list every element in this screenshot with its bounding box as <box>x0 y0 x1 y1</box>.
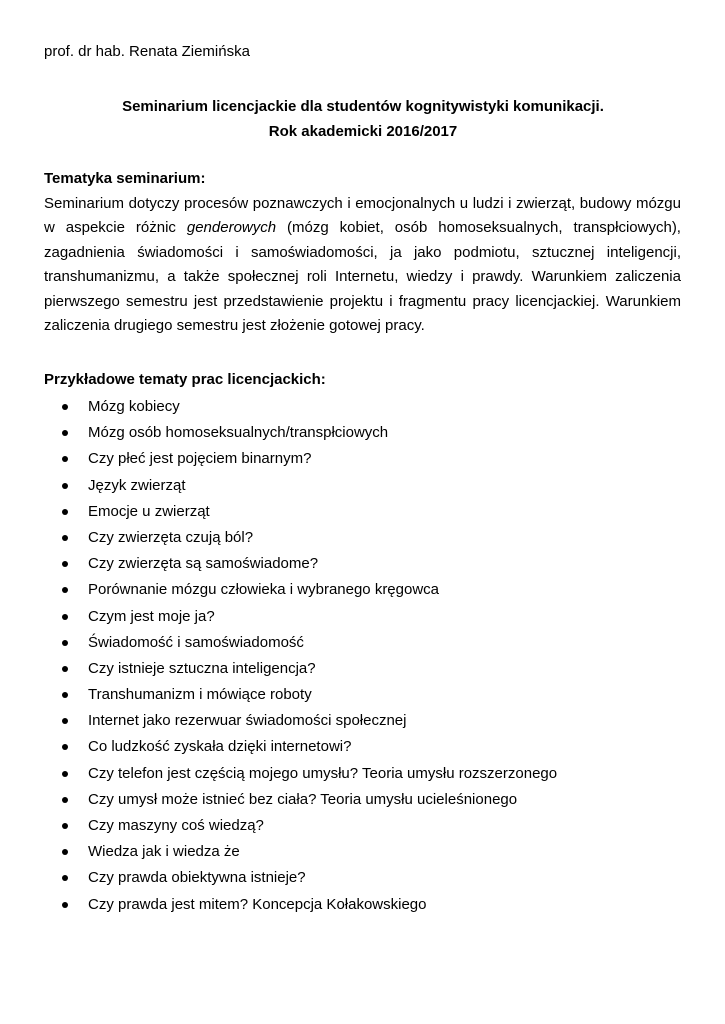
bullet-icon <box>62 404 68 410</box>
list-item-text: Czy prawda jest mitem? Koncepcja Kołakowskiego <box>88 895 427 913</box>
list-item-text: Świadomość i samoświadomość <box>88 633 304 651</box>
bullet-icon <box>62 666 68 672</box>
document-title: Seminarium licencjackie dla studentów kognitywistyki komunikacji. <box>122 98 604 115</box>
bullet-icon <box>62 535 68 541</box>
bullet-icon <box>62 456 68 462</box>
bullet-icon <box>62 875 68 881</box>
bullet-icon <box>62 744 68 750</box>
academic-year: Rok akademicki 2016/2017 <box>268 123 458 140</box>
bullet-icon <box>62 430 68 436</box>
bullet-icon <box>62 587 68 593</box>
topic-text-end: (mózg kobiet, osób homoseksualnych, transpłciowych), zagadnienia świadomości i samoświadomości, ja jako podmiotu, sztucznej inteligencji, transhumanizmu, a także społecznej roli Internetu, wiedzy i prawdy. Warunkiem zaliczenia pierwszego semestru jest przedstawienie projektu i fragmentu pracy licencjackiej. Warunkiem zaliczenia drugiego semestru jest złożenie gotowej pracy. <box>44 219 681 335</box>
bullet-icon <box>62 640 68 646</box>
bullet-icon <box>62 797 68 803</box>
bullet-icon <box>62 692 68 698</box>
bullet-icon <box>62 509 68 515</box>
list-item-text: Język zwierząt <box>88 476 186 494</box>
topic-paragraph <box>44 192 681 338</box>
list-item-text: Czy umysł może istnieć bez ciała? Teoria umysłu ucieleśnionego <box>88 790 518 808</box>
bullet-icon <box>62 849 68 855</box>
list-item-text: Porównanie mózgu człowieka i wybranego kręgowca <box>88 581 440 599</box>
bullet-icon <box>62 561 68 567</box>
list-item-text: Czy telefon jest częścią mojego umysłu? Teoria umysłu rozszerzonego <box>88 764 558 782</box>
list-item-text: Czy prawda obiektywna istnieje? <box>88 869 306 887</box>
list-item-text: Czy istnieje sztuczna inteligencja? <box>88 659 316 677</box>
bullet-icon <box>62 718 68 724</box>
list-item-text: Wiedza jak i wiedza że <box>88 843 240 861</box>
bullet-icon <box>62 483 68 489</box>
list-item-text: Mózg kobiecy <box>88 398 180 415</box>
list-item-text: Czy zwierzęta czują ból? <box>88 528 254 546</box>
author-line: prof. dr hab. Renata Ziemińska <box>44 43 250 60</box>
list-item-text: Czym jest moje ja? <box>88 607 215 625</box>
list-item-text: Co ludzkość zyskała dzięki internetowi? <box>88 738 352 756</box>
bullet-icon <box>62 823 68 829</box>
bullet-icon <box>62 614 68 620</box>
list-item-text: Transhumanizm i mówiące roboty <box>88 686 312 704</box>
bullet-icon <box>62 902 68 908</box>
list-item-text: Mózg osób homoseksualnych/transpłciowych <box>88 424 389 442</box>
examples-heading: Przykładowe tematy prac licencjackich: <box>44 371 326 388</box>
topic-heading: Tematyka seminarium: <box>44 170 206 187</box>
topic-text-start: Seminarium dotyczy procesów poznawczych i emocjonalnych u ludzi i zwierząt, budowy mózgu w aspekcie różnic <box>44 195 681 237</box>
list-item-text: Czy płeć jest pojęciem binarnym? <box>88 450 312 468</box>
topic-text-italic: genderowych <box>186 219 277 237</box>
bullet-icon <box>62 771 68 777</box>
list-item-text: Czy zwierzęta są samoświadome? <box>88 555 319 573</box>
document-header <box>44 94 682 144</box>
list-item-text: Czy maszyny coś wiedzą? <box>88 817 264 834</box>
list-item-text: Internet jako rezerwuar świadomości społecznej <box>88 712 407 730</box>
list-item-text: Emocje u zwierząt <box>88 502 210 520</box>
